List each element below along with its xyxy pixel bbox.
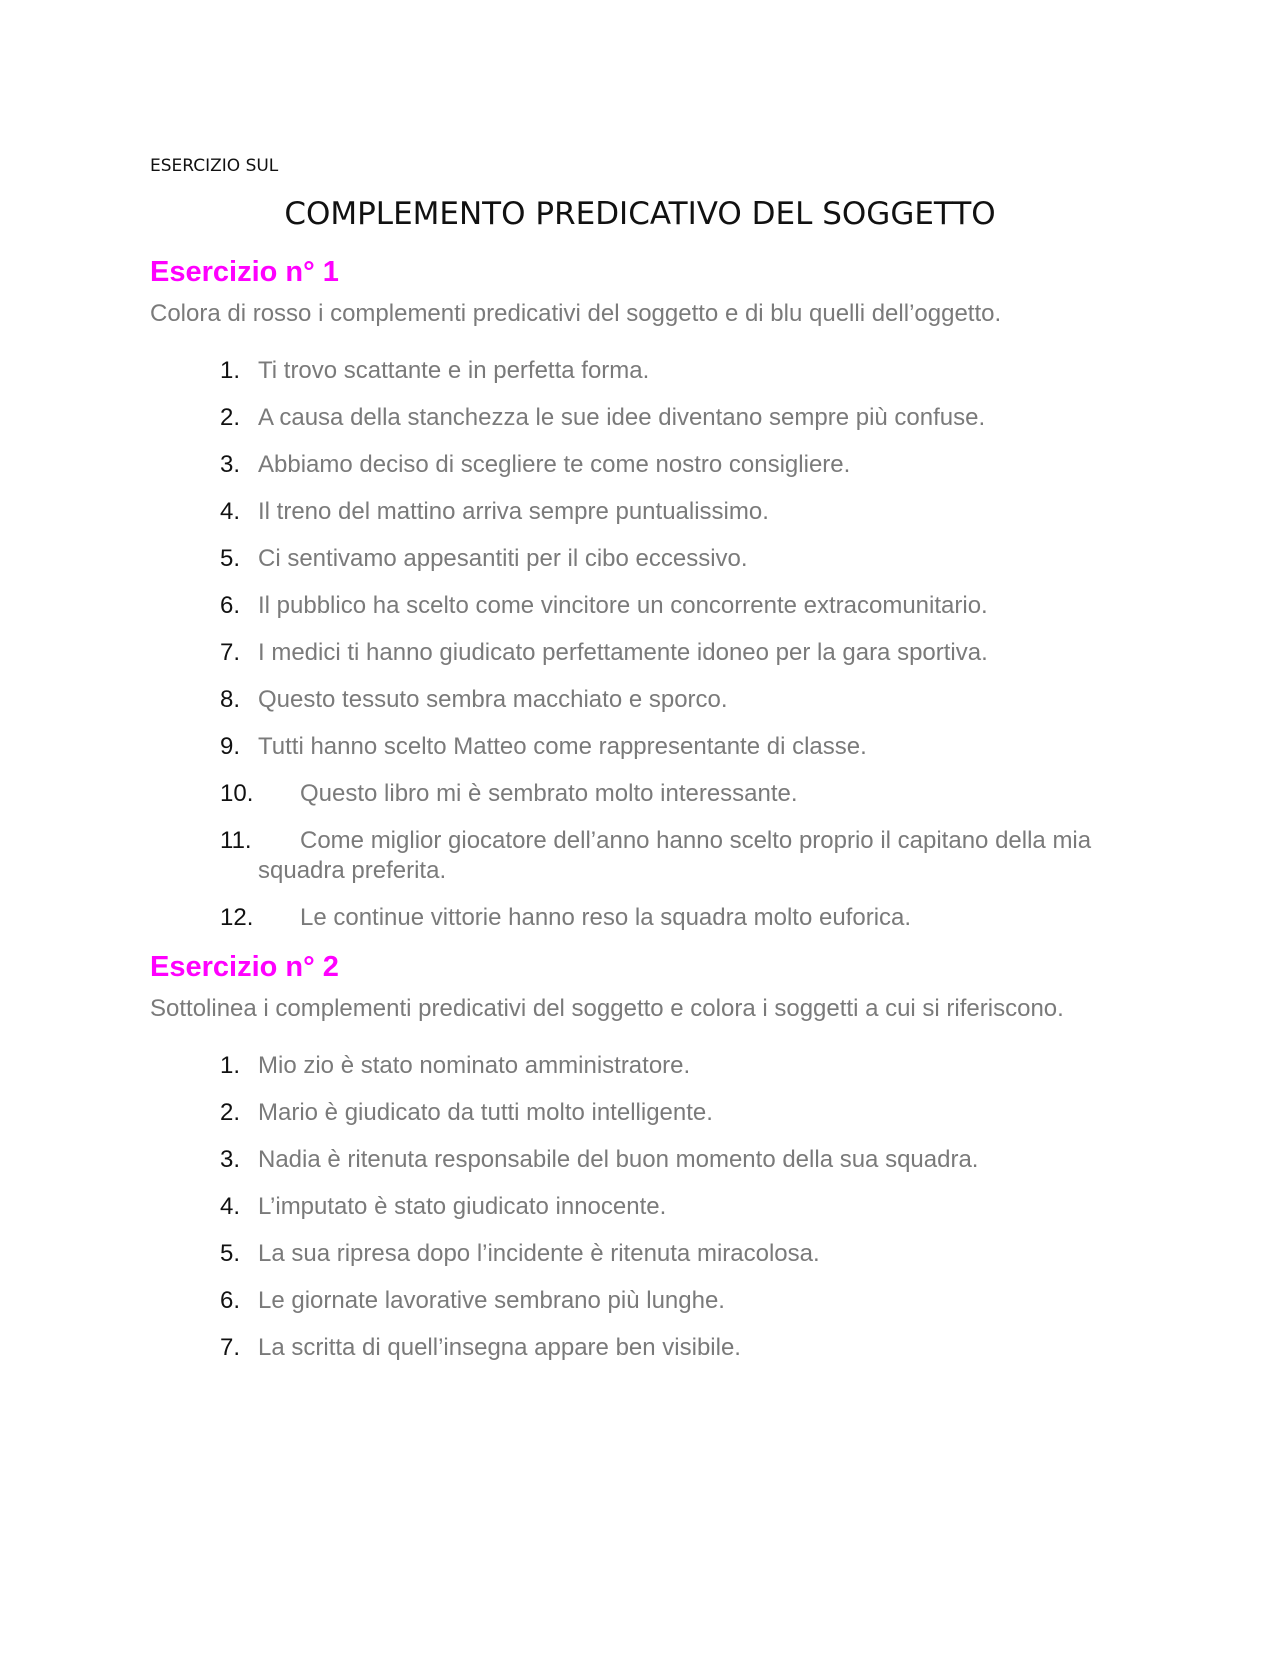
item-number: 2. <box>220 1099 241 1126</box>
item-number: 7. <box>220 1334 241 1361</box>
list-item <box>150 1145 1130 1175</box>
exercise-2-title: Esercizio n° 2 <box>150 951 339 983</box>
item-text: I medici ti hanno giudicato perfettamente idoneo per la gara sportiva. <box>258 639 988 666</box>
list-item <box>150 1098 1130 1128</box>
item-text: Le giornate lavorative sembrano più lunghe. <box>258 1287 725 1314</box>
item-text: Questo libro mi è sembrato molto interessante. <box>300 780 798 807</box>
item-text: Come miglior giocatore dell’anno hanno scelto proprio il capitano della mia squadra preferita. <box>258 827 1092 884</box>
document-kicker: ESERCIZIO SUL <box>150 156 279 176</box>
list-item <box>150 1192 1130 1222</box>
item-number: 5. <box>220 1240 241 1267</box>
list-item <box>150 1286 1130 1316</box>
item-text: La sua ripresa dopo l’incidente è ritenuta miracolosa. <box>258 1240 820 1267</box>
exercise-2-list <box>150 1051 1130 1363</box>
item-text: Mio zio è stato nominato amministratore. <box>258 1052 691 1079</box>
item-text: Questo tessuto sembra macchiato e sporco. <box>258 686 728 713</box>
document-title: COMPLEMENTO PREDICATIVO DEL SOGGETTO <box>284 196 996 232</box>
item-text: Le continue vittorie hanno reso la squadra molto euforica. <box>300 904 912 931</box>
item-number: 1. <box>220 1052 241 1079</box>
item-number: 6. <box>220 1287 241 1314</box>
list-item <box>150 1333 1130 1363</box>
list-item <box>150 591 1130 621</box>
item-text: La scritta di quell’insegna appare ben visibile. <box>258 1334 741 1361</box>
list-item <box>150 1239 1130 1269</box>
list-item <box>150 638 1130 668</box>
list-item <box>150 903 1130 933</box>
list-item <box>150 403 1130 433</box>
exercise-2-instructions: Sottolinea i complementi predicativi del soggetto e colora i soggetti a cui si riferiscono. <box>150 995 1064 1022</box>
item-text: Ti trovo scattante e in perfetta forma. <box>258 357 650 384</box>
item-text: Nadia è ritenuta responsabile del buon momento della sua squadra. <box>258 1146 979 1173</box>
item-number: 2. <box>220 404 241 431</box>
item-text: L’imputato è stato giudicato innocente. <box>258 1193 667 1220</box>
list-item <box>150 450 1130 480</box>
item-text: A causa della stanchezza le sue idee diventano sempre più confuse. <box>258 404 986 431</box>
item-text: Ci sentivamo appesantiti per il cibo eccessivo. <box>258 545 748 572</box>
list-item <box>150 779 1130 809</box>
item-number: 6. <box>220 592 241 619</box>
list-item <box>150 685 1130 715</box>
item-number: 3. <box>220 451 241 478</box>
item-number: 4. <box>220 1193 241 1220</box>
exercise-1-section <box>150 252 1130 933</box>
item-text: Abbiamo deciso di scegliere te come nostro consigliere. <box>258 451 851 478</box>
list-item <box>150 826 1130 886</box>
item-number: 9. <box>220 733 241 760</box>
item-number: 3. <box>220 1146 241 1173</box>
item-text: Tutti hanno scelto Matteo come rappresentante di classe. <box>258 733 867 760</box>
item-number: 1. <box>220 357 241 384</box>
item-text: Il pubblico ha scelto come vincitore un concorrente extracomunitario. <box>258 592 988 619</box>
list-item <box>150 544 1130 574</box>
item-number: 5. <box>220 545 241 572</box>
exercise-1-instructions: Colora di rosso i complementi predicativi del soggetto e di blu quelli dell’oggetto. <box>150 300 1002 327</box>
list-item <box>150 356 1130 386</box>
exercise-1-title: Esercizio n° 1 <box>150 256 339 288</box>
list-item <box>150 1051 1130 1081</box>
item-number: 12. <box>220 904 254 931</box>
item-text: Il treno del mattino arriva sempre puntualissimo. <box>258 498 769 525</box>
item-number: 4. <box>220 498 241 525</box>
item-number: 10. <box>220 780 254 807</box>
item-number: 7. <box>220 639 241 666</box>
document-page <box>150 150 1130 1363</box>
item-number: 11. <box>220 827 252 854</box>
item-number: 8. <box>220 686 241 713</box>
list-item <box>150 732 1130 762</box>
exercise-1-list <box>150 356 1130 933</box>
item-text: Mario è giudicato da tutti molto intelligente. <box>258 1099 713 1126</box>
list-item <box>150 497 1130 527</box>
exercise-2-section <box>150 947 1130 1363</box>
